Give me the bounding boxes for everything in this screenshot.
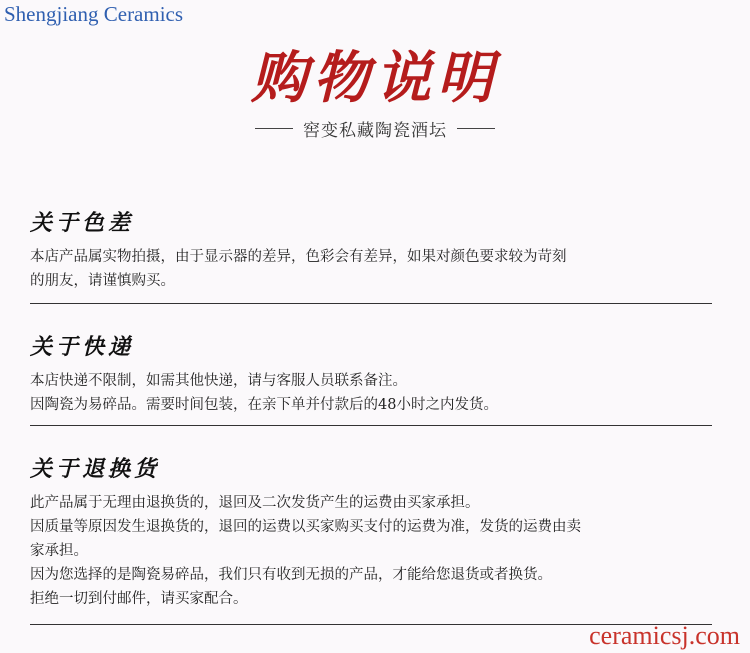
section-color-difference — [30, 206, 712, 293]
body-line: 本店快递不限制，如需其他快递，请与客服人员联系备注。 — [30, 373, 407, 389]
subtitle-rule-right — [457, 128, 495, 129]
body-line: 因质量等原因发生退换货的，退回的运费以买家购买支付的运费为准，发货的运费由卖 — [30, 519, 581, 535]
section-divider — [30, 425, 712, 426]
section-body — [30, 491, 712, 611]
watermark-top: Shengjiang Ceramics — [4, 2, 184, 26]
body-line: 因陶瓷为易碎品。需要时间包装，在亲下单并付款后的48小时之内发货。 — [30, 397, 498, 413]
body-line: 因为您选择的是陶瓷易碎品，我们只有收到无损的产品，才能给您退货或者换货。 — [30, 567, 552, 583]
body-line: 本店产品属实物拍摄，由于显示器的差异，色彩会有差异，如果对颜色要求较为苛刻 — [30, 249, 567, 265]
section-title: 关于退换货 — [30, 456, 161, 482]
section-body — [30, 245, 712, 293]
body-line: 此产品属于无理由退换货的，退回及二次发货产生的运费由买家承担。 — [30, 495, 480, 511]
section-divider — [30, 303, 712, 304]
section-shipping — [30, 330, 712, 417]
section-title: 关于快递 — [30, 334, 135, 360]
watermark-bottom: ceramicsj.com — [589, 621, 740, 650]
section-returns — [30, 452, 712, 611]
body-line: 的朋友，请谨慎购买。 — [30, 273, 175, 289]
subtitle-row — [0, 116, 750, 141]
body-line: 家承担。 — [30, 543, 88, 559]
section-title: 关于色差 — [30, 210, 135, 236]
page-subtitle: 窖变私藏陶瓷酒坛 — [303, 121, 447, 141]
section-body — [30, 369, 712, 417]
subtitle-rule-left — [255, 128, 293, 129]
page-title: 购物说明 — [251, 45, 499, 111]
body-line: 拒绝一切到付邮件，请买家配合。 — [30, 591, 248, 607]
